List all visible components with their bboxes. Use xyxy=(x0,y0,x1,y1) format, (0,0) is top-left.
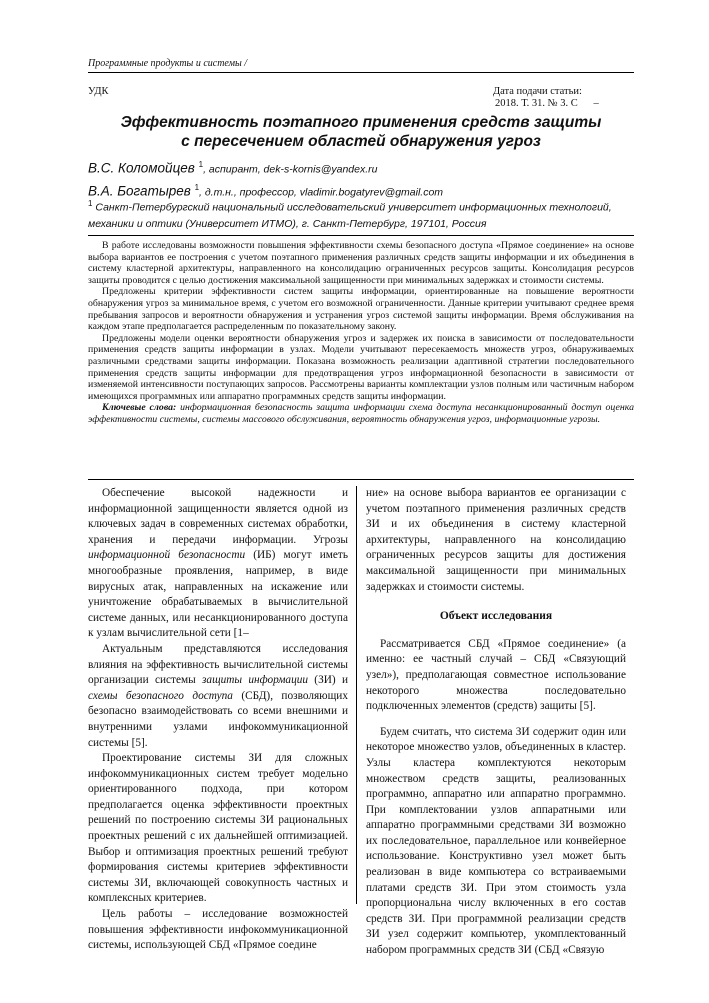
text-run: Обеспечение высокой надежности и информационной защищенности является одной из ключевых задач в современных системах обработки, хранения и передачи информации. Угрозы xyxy=(88,487,348,546)
body-column-right xyxy=(366,486,626,959)
text-run: Актуальным представляются исследования влияния на эффективность вычислительной системы организации системы xyxy=(88,642,348,687)
author-name: В.А. Богатырев xyxy=(88,183,191,198)
article-title xyxy=(88,113,634,151)
body-paragraph xyxy=(88,642,348,751)
body-paragraph xyxy=(88,486,348,642)
body-paragraph: Проектирование системы ЗИ для сложных инфокоммуникационных систем требует модельно ориентированного подхода, при котором предполагается оценка эффективности проектных решений по построению системы ЗИ рациональных проектных решений с их дальнейшей оптимизацией. Выбор и оптимизация проектных решений требуют формирования системы критериев эффективности системы ЗИ, включающей совокупность частных и комплексных критериев. xyxy=(88,752,348,905)
affiliation xyxy=(88,196,634,232)
udk-label: УДК xyxy=(88,86,109,97)
body-column-left xyxy=(88,486,348,954)
author-info: , д.т.н., профессор, vladimir.bogatyrev@gmail.com xyxy=(199,186,444,198)
abstract-paragraph: Предложены модели оценки вероятности обнаружения угроз и задержек их поиска в зависимости от последовательности применения средств защиты информации в узлах. Модели учитывают пересекаемость множеств угроз, обнаруживаемых различными средствами защиты информации. Показана возможность реализации адаптивной стратегии последовательного применения средств защиты информации для предотвращения угроз информационной безопасности в зависимости от изменяемой интенсивности поступающих запросов. Рассмотрены варианты комплектации узлов полным или частичным набором имеющихся программных или аппаратно программных средств защиты информации. xyxy=(88,332,634,402)
column-divider xyxy=(356,486,357,904)
body-paragraph: Цель работы – исследование возможностей повышения эффективности инфокоммуникационной системы, использующей СБД «Прямое соедине xyxy=(88,908,348,952)
author-affil-mark: 1 xyxy=(198,160,204,169)
author-info: , аспирант, dek-s-kornis@yandex.ru xyxy=(203,163,378,176)
term-emphasis: информационной безопасности xyxy=(88,549,246,562)
affiliation-mark: 1 xyxy=(88,199,93,208)
abstract-paragraph: В работе исследованы возможности повышения эффективности схемы безопасного доступа «Прямое соединение» на основе выбора вариантов ее построения с учетом поэтапного применения различных средств защиты информации и их объединения в систему кластерной архитектуры, направленного на консолидацию ограниченных ресурсов защиты. Консолидация ресурсов защиты проводится с целью достижения максимальной защищенности при минимальных задержках и стоимости системы. xyxy=(88,240,634,286)
text-run: (СБД), позволяющих безопасно взаимодействовать со всеми внешними и внутренними узлами инфокоммуникационной системы [5]. xyxy=(88,689,349,749)
text-run: (ИБ) могут иметь многообразные проявления, например, в виде вирусных атак, направленных на искажение или уничтожение обрабатываемых в вычислительной системе данных, или несанкционированного доступа к узлам вычислительной сети [1– xyxy=(88,549,348,640)
title-line-1: Эффективность поэтапного применения средств защиты xyxy=(120,114,602,131)
abstract xyxy=(88,240,634,426)
text-run: (ЗИ) и xyxy=(308,674,348,687)
paragraph-gap xyxy=(366,715,626,725)
keywords-label: Ключевые слова: xyxy=(102,402,177,414)
submission-value: 2018. Т. 31. № 3. С – xyxy=(495,98,599,109)
author-name: В.С. Коломойцев xyxy=(88,160,195,176)
submission-label: Дата подачи статьи: xyxy=(493,86,582,97)
keywords xyxy=(88,402,634,425)
abstract-paragraph: Предложены критерии эффективности систем защиты информации, ориентированные на повышение вероятности обнаружения угроз за минимальное время, с учетом его возможной ограниченности. Данные критерии учитывают среднее время пребывания запросов и вероятности обнаружения и устранения угроз системой защиты информации. Время обслуживания на каждом этапе предполагается распределенным по показательному закону. xyxy=(88,286,634,333)
body-paragraph: ние» на основе выбора вариантов ее организации с учетом поэтапного применения различных средств ЗИ и их объединения в систему кластерной архитектуры, направленного на консолидацию ограниченных ресурсов защиты для достижения максимальной защищенности при минимальных задержках и стоимости системы. xyxy=(366,487,626,593)
header-rule xyxy=(88,72,634,73)
term-emphasis: защиты информации xyxy=(202,674,309,687)
abstract-top-rule xyxy=(88,235,634,236)
running-head: Программные продукты и системы / xyxy=(88,58,248,69)
submission-info xyxy=(493,86,633,110)
author-affil-mark: 1 xyxy=(194,182,200,192)
body-paragraph: Рассматривается СБД «Прямое соединение» (а именно: ее частный случай – СБД «Связующий узел»), предполагающая совместное использование некоторого множества последовательно подключенных элементов (средств) защиты [5]. xyxy=(366,637,626,713)
author-1 xyxy=(88,156,634,179)
keywords-text: информационная безопасность защита информации схема доступа несанкционированный доступ оценка эффективности системы, системы массового обслуживания, вероятность обнаружения угроз, информационные угрозы. xyxy=(88,402,634,425)
abstract-bottom-rule xyxy=(88,479,634,480)
affiliation-text: Санкт-Петербургский национальный исследовательский университет информационных технологий, механики и оптики (Университет ИТМО), г. Санкт-Петербург, 197101, Россия xyxy=(88,201,612,230)
term-emphasis: схемы безопасного доступа xyxy=(88,689,233,702)
author-list xyxy=(88,156,634,201)
section-heading: Объект исследования xyxy=(439,610,553,623)
title-line-2: с пересечением областей обнаружения угроз xyxy=(181,133,541,150)
body-paragraph: Будем считать, что система ЗИ содержит один или некоторое множество узлов, объединенных в кластер. Узлы кластера комплектуются некоторым множеством средств защиты, реализованных программно, аппаратно или аппаратно программно. При комплектовании узлов аппаратными или аппаратно программными средствами ЗИ возможно их последовательное, параллельное или конвейерное использование. Конструктивно узел может быть реализован в виде компьютера со встраиваемыми платами средств ЗИ. При этом стоимость узла пропорциональна числу включенных в его состав средств ЗИ. При программной реализации средств ЗИ узел содержит компьютер, укомплектованный набором программных средств ЗИ (СБД «Связую xyxy=(366,725,626,957)
